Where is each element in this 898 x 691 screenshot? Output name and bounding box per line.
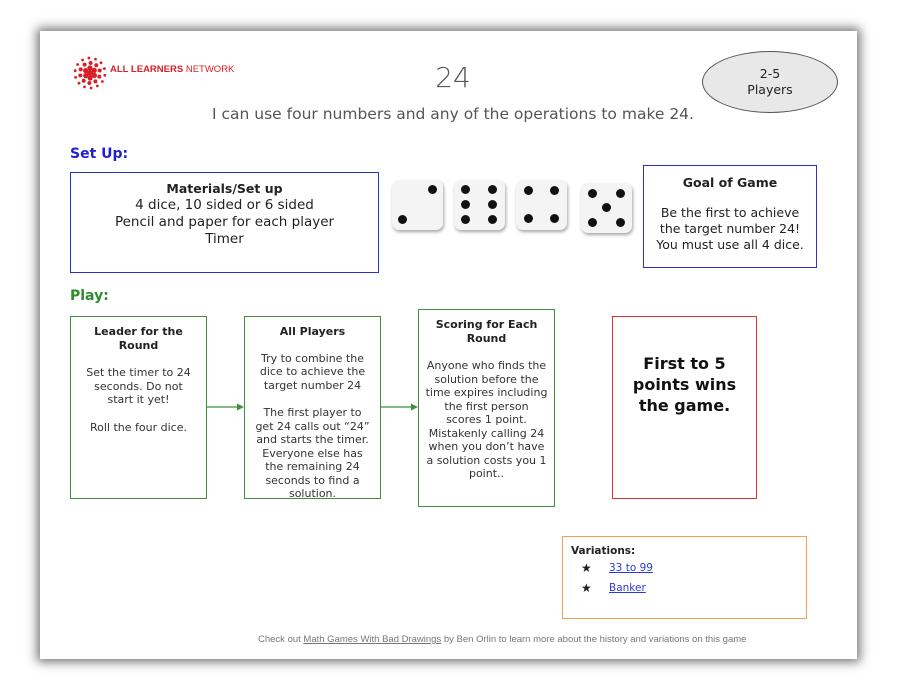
setup-heading: Set Up: [70,146,129,162]
die-pip [461,200,470,209]
logo-dot [74,69,77,72]
logo-dot [78,74,82,78]
logo-dot [100,61,103,64]
materials-box [70,172,379,273]
all-players-heading: All Players [279,325,346,338]
logo-dot [93,79,97,83]
all-players-box [244,316,381,499]
logo-dot [88,57,91,60]
die-pip [588,218,597,227]
footer-prefix: Check out [258,634,304,645]
logo-dot [83,86,86,89]
goal-line: Be the first to achieve [660,205,800,220]
logo-dot [103,67,106,70]
die-pip [602,203,611,212]
footer-suffix: by Ben Orlin to learn more about the history and variations on this game [441,634,747,645]
leader-box [70,316,207,499]
players-label: Players [747,82,793,97]
die-pip [524,214,533,223]
scoring-heading: Scoring for Each Round [435,318,538,345]
materials-heading: Materials/Set up [166,181,283,196]
logo-dot [94,63,98,67]
die-pip [461,185,470,194]
scoring-box [418,309,555,507]
die-pip [616,189,625,198]
variation-item [571,579,806,597]
logo-dot [83,63,87,67]
die-pip [428,185,437,194]
goal-box [643,165,817,268]
arrow-head-icon [237,404,244,411]
win-condition-text: First to 5 points wins the game. [632,354,737,415]
goal-line: You must use all 4 dice. [656,237,804,252]
materials-line: Timer [205,231,244,247]
logo-dot [82,79,86,83]
die-pip [488,200,497,209]
logo-dot [87,65,92,70]
materials-line: Pencil and paper for each player [114,214,335,230]
materials-line: 4 dice, 10 sided or 6 sided [135,197,314,213]
die-pip [488,215,497,224]
logo-dot [76,63,79,66]
die-pip [550,186,559,195]
logo-dot [97,75,101,79]
footer-note [258,634,852,645]
goal-line: the target number 24! [659,221,801,236]
star-bullet-icon: ★ [581,581,592,595]
variations-box [562,536,807,619]
worksheet-page [40,31,857,659]
die-face-2 [392,180,443,230]
page-title: 24 [435,61,471,94]
die-face-4 [516,180,567,230]
variation-link-banker[interactable]: Banker [609,582,646,594]
goal-heading: Goal of Game [682,175,778,190]
logo-dot [78,82,81,85]
win-condition-box [612,316,757,499]
logo-dot [79,67,83,71]
scoring-text: Anyone who finds the solution before the time expires including the first person scores 1 point. Mistakenly calling 24 when you don’t have a solution costs you 1 point.. [425,359,548,480]
variation-link-33-to-99[interactable]: 33 to 99 [609,562,653,574]
die-face-5 [581,183,632,233]
die-face-6 [454,180,505,230]
logo-dot [96,85,99,88]
logo-dot [87,70,93,76]
all-players-text: Try to combine the dice to achieve the target number 24 [259,351,366,392]
logo-dot [101,80,104,83]
logo-dot [74,76,77,79]
logo-dot [98,69,102,73]
die-pip [588,189,597,198]
die-pip [524,186,533,195]
all-learners-network-logo [70,51,235,99]
players-count: 2-5 [759,66,781,81]
die-pip [550,214,559,223]
players-badge [702,51,838,113]
play-heading: Play: [70,288,109,304]
leader-roll-text: Roll the four dice. [90,420,187,434]
dot-burst-icon [70,51,110,99]
logo-dot [94,58,97,61]
logo-text: ALL LEARNERS NETWORK [110,64,235,75]
all-players-timer-text: The first player to get 24 calls out “24” and starts the timer. Everyone else has the remaining 24 seconds to find a solution. [255,406,370,500]
logo-dot [89,61,93,65]
variation-item [571,559,806,577]
die-pip [398,215,407,224]
star-bullet-icon: ★ [581,561,592,575]
learning-target: I can use four numbers and any of the operations to make 24. [212,105,694,123]
logo-dot [103,74,106,77]
logo-dot [81,59,84,62]
arrow-head-icon [411,404,418,411]
die-pip [461,215,470,224]
die-pip [616,218,625,227]
die-pip [488,185,497,194]
book-link[interactable]: Math Games With Bad Drawings [303,634,442,645]
leader-heading: Leader for the Round [94,325,183,352]
logo-dot [88,75,93,80]
logo-dot [90,87,93,90]
logo-dot [87,81,91,85]
leader-step-text: Set the timer to 24 seconds. Do not start it yet! [86,366,191,406]
variations-heading: Variations: [571,545,636,557]
